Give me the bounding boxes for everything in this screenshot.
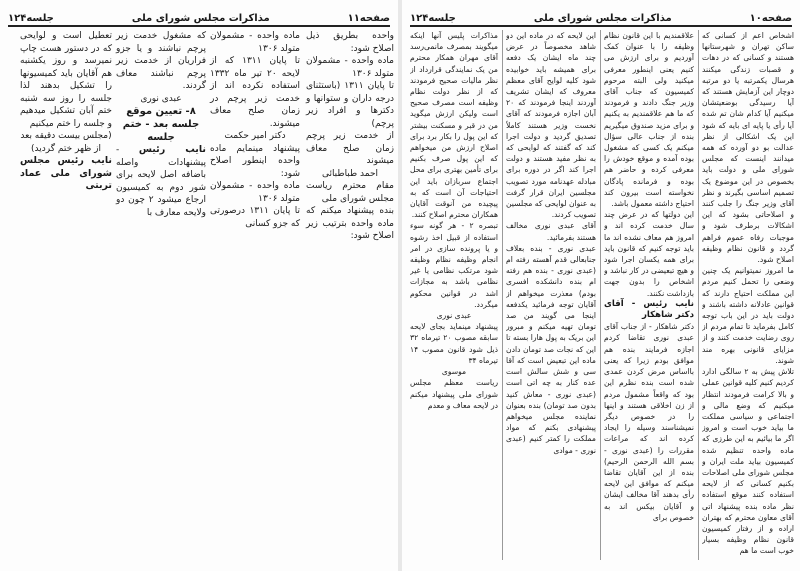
text-line: تا پایان ۱۳۱۱ (باستثنای درجه داران و ستوانها و دکترها و افراد زیر پرچم) xyxy=(306,81,394,129)
paragraph: عبدی نوری - بنده بعلاف جنابعالی قدم آهسته رفته ام (عبدی نوری - بنده هم رفته ام بنده دانشکده افسری بودم) معذرت میخواهم از آقایان توجه فرمائید یکدفعه اینجا می گویند من صد تومان تهیه میکنم و مبرور این بریک به پول هارا بسته تا این که نجات صد تومان دادن ماده این تبعیض است که آقا سی و شش سالش است عده کنار به چه اتی است (عبدی نوری - معاش کنید بدون صد تومان) بنده بعنوان نماینده مجلس میخواهم پیشنهادی بکنم که مواد مملکت را کمتر کنیم (عبدی نوری - موادی xyxy=(506,243,596,455)
signer-name: دکتر امیر حکمت xyxy=(224,131,286,141)
paragraph: تبصره ۲ - هر گونه سوء استفاده از قبیل اخذ رشوه و یا پرونده سازی در امر انجام وظیفه نظام وظیفه شود مرتکب نظامی یا غیر نظامی باشد به مجازات اشد در قوانین محکوم میگردد. xyxy=(410,221,498,309)
header-rule xyxy=(410,25,792,27)
text-line: تا پایان ۱۳۱۱ که از لایحه ۲۰ تیر ماه ۱۳۳۲ استفاده نکرده اند از خدمت زیر پرچم در زمان صلح معاف میشوند. xyxy=(210,56,300,129)
text-column-4 xyxy=(20,30,112,193)
text-line: ماده واحده - مشمولان متولد ۱۳۰۶ xyxy=(306,56,394,79)
column-divider xyxy=(698,30,699,560)
text-line: تعطیل است و لوایحی که در دستور هست چاپ نمیرسد و روز یکشنبه هم آقایان باید کمیسیونها را تشکیل بدهند لذا جلسه را روز سه شنبه ختم آبان تشکیل میدهیم و جلسه را ختم میکنیم xyxy=(20,31,112,129)
text-column-4 xyxy=(410,30,498,560)
proposal-text: ریاست معظم مجلس شورای ملی پیشنهاد میکنم در لایحه معاف و معدم xyxy=(410,378,498,410)
proposal-text: پیشنهاد مینماید بجای لایحه سابقه مصوب ۲۰ تیرماه ۳۲ ذیل شود قانون مصوب ۱۴ تیرماه ۳۴ xyxy=(410,322,498,365)
paragraph: این دولتها که در عرض چند سال خدمت کرده اند و امروز هم معاف نشده اند ما باید توجه کنیم که قانون باید برای همه یکسان اجرا شود و هیچ تبعیضی در کار نباشد و اشخاص را بدون جهت بازداشت نکنند. xyxy=(604,210,694,298)
paragraph: این لایحه که در ماده این دو شاهد مخصوصاً در عرض چند ماه ایشان یک دفعه برای همیشه باید خوابیده شود کلیه لوایح آقای معظم معروف که ایشان تشریف آوردند اینجا فرمودند که ۲۰ آبان اجازه فرمودند که آقای نخست وزیر هستند کاملاً تصدیق گردید و دولت اجرا کند که گفتند که لوایحی که به نظر مفید هستند و دولت اجرا کند اگر در دوره برای مبادله عهدنامه مورد تصویب مجلسین ایران قرار گرفت به عنوان لوایحی که مجلسین تصویب کردند. xyxy=(506,31,596,220)
text-line: تا پایان ۱۳۱۱ درصورتی که جزو کسانی xyxy=(210,206,300,229)
text-line: بنده پیشنهاد میکنم که ماده واحده بترتیب زیر اصلاح شود: xyxy=(306,206,394,241)
column-divider xyxy=(600,30,601,560)
paragraph: دکتر شاهکار - از جناب آقای عبدی نوری تقاضا کردم اجازه فرمایند بنده هم موافق بودم زیرا که یعنی بااساس مرض کردن عمدی شده است بنده نظرم این بود که واقعاً مشمول مردم از زن اخلاقی هستند و اینها را در خصوص دیگر نمیشناسند وسیله را ایجاد کرده اند که مراعات مقررات را (عبدی نوری - بسم الله الرحمن الرحیم) بنده از این آقایان تقاضا میکنم که موافق این لایحه رأی بدهند آقا مخالف ایشان و آقایان بیکس اند به خصوص برای xyxy=(604,322,694,522)
speaker-name: نایب رئیس xyxy=(138,144,206,155)
text-column-2 xyxy=(210,30,300,230)
paragraph: تلاش پیش به ۲ سالگی ادارد کردیم کنیم کلیه قوانین عملی و بالا کرامت فرمودند انتظار میکنیم که وضع مالی و اجتماعی و سیاسی مملکت ما بیاید خوب است و امروز اگر ما بیائیم به این طرزی که ماده واحده تنظیم شده کمیسیون بیاید ملت ایران و مجلس شورای ملی اصلاحات بکنیم کسانی که از لایحه استفاده کنند موقع استفاده نظر ماده بنده پیشنهاد اتی آقای معاون محترم که بهتران اراده و از رفتار کمیسیون قانون نظام وظیفه بسیار خوب است ما هم xyxy=(702,367,794,556)
text-line: که مشغول خدمت زیر پرچم نباشند و یا جزو فراریان از خدمت زیر پرچم نباشند معاف گردند. xyxy=(116,31,206,91)
left-page xyxy=(0,0,398,571)
text-line: پیشنهاد مینمایم ماده واحده اینطور اصلاح شود: xyxy=(210,143,300,179)
page-header xyxy=(410,8,792,24)
text-line: ماده واحده - مشمولان متولد ۱۳۰۶ xyxy=(210,181,300,204)
paragraph: آقای عبدی نوری مخالف هستند بفرمائید. xyxy=(506,221,596,242)
speaker-heading: نایب رئیس - آقای دکتر شاهکار xyxy=(604,298,694,321)
session-number: جلسه۱۲۴ xyxy=(8,13,54,24)
signer-name: احمد طباطبائی xyxy=(321,168,379,179)
text-line: (مجلس بیست دقیقه بعد از ظهر ختم گردید) xyxy=(20,131,112,154)
session-number: جلسه۱۲۴ xyxy=(410,13,456,24)
text-line: واحده بطریق ذیل اصلاح شود: xyxy=(306,31,394,54)
signer-name: عبدی نوری xyxy=(436,311,472,321)
text-column-1 xyxy=(702,30,794,560)
speech-text: - پیشنهادات واصله باضافه اصل لایحه برای شور دوم به کمیسیون ارجاع میشود ۲ چون دو ولایحه معارف با xyxy=(116,145,206,218)
text-column-1 xyxy=(306,30,394,243)
right-page xyxy=(402,0,800,571)
page-number: صفحه۱۱ xyxy=(347,13,390,24)
page-title: مذاکرات مجلس شورای ملی xyxy=(533,13,672,24)
signer-name: موسوی xyxy=(441,367,467,377)
signer-name: عبدی نوری xyxy=(140,93,182,104)
text-line: مقام محترم ریاست مجلس شورای ملی xyxy=(306,181,394,204)
page-header xyxy=(8,8,390,24)
column-divider xyxy=(502,30,503,560)
paragraph: علاقمندیم با این قانون نظام وظیفه را با عنوان کمک آوردیم و برای ارزش می کنیم یعنی اینطور معرفی میکنید ولی البته مرحوم کمیسیون که جناب آقای وزیر جنگ دادند و فرمودند که ما هم علاقمندیم به یکنیم و برای مزید صندوق میگیریم بنده از جناب عالی سؤال میکنم یک کسی که مشغول بوده آمده و موقع خودش را معرفی کرده و حاضر هم بوده و فرمانده پادگان نخواسته است بیرون کند احتیاج داشته معمول باشد. xyxy=(604,31,694,209)
section-heading: ۸- تعیین موقع جلسه بعد - ختم جلسه xyxy=(122,106,200,143)
text-column-3 xyxy=(506,30,596,560)
header-rule xyxy=(8,25,390,27)
text-line: از خدمت زیر پرچم زمان صلح معاف میشوند xyxy=(306,131,394,166)
paragraph: مذاکرات پلیس آنها اینکه میگویند بمصرف مانمی‌رسد آقای مهران همکار محترم من یک نمایندگی قرارداد از نظر مالیات صحیح فرمودند که از نظر دولت نظام وظیفه است مصرف صحیح است ولیکن ارزش میگوید من در قبر و مسکنت بیشتر که این پول را بکار برد برای اصلاح ارزش من میخواهم که این پول صرف بکنیم برای تأمین بهتری برای محل اجتماع سربازان باید این احتیاجات آن است که به پیچیده من آنوقت آقایان همکاران محترم اصلاح کنند. xyxy=(410,31,498,220)
page-number: صفحه۱۰ xyxy=(749,13,792,24)
paragraph: اشخاص اعم از کسانی که ساکن تهران و شهرستانها هستند و کسانی که در دهات و قصبات زندگی میکنند هرسال یکمرتبه یا دو مرتبه دوچار این آزمایش هستند که آیا رسیدگی بوضعیتشان میکنیم آیا کدام شان تم شده آیا رأی یا پایه ای بایه که شود این یک اشکالی از نظر عدالت بو دو آورده که همه میدانند اینست که مجلس شورای ملی و دولت باید بخصوص در این موضوع یک تصمیم اساسی بگیرند و نظر آقای وزیر جنگ را جلب کنند و اصلاحاتی بشود که این اشکالات برطرف شود و موجبات رفاه عموم فراهم گردد و قانون نظام وظیفه اصلاح شود. xyxy=(702,31,794,265)
text-column-3 xyxy=(116,30,206,219)
text-column-2 xyxy=(604,30,694,560)
page-title: مذاکرات مجلس شورای ملی xyxy=(131,13,270,24)
paragraph: ما امروز نمیتوانیم یک چنین وضعی را تحمل کنیم مردم این مملکت احتیاج دارند که قوانین عادلانه داشته باشند و دولت باید در این باب توجه کامل بفرماید تا تمام مردم از روی رضایت خدمت کنند و از مزایای قانونی بهره مند شوند. xyxy=(702,266,794,365)
closing-signature: نایب رئیس مجلس شورای ملی عماد تربتی xyxy=(20,155,112,191)
text-line: ماده واحده - مشمولان متولد ۱۳۰۶ xyxy=(210,31,300,54)
